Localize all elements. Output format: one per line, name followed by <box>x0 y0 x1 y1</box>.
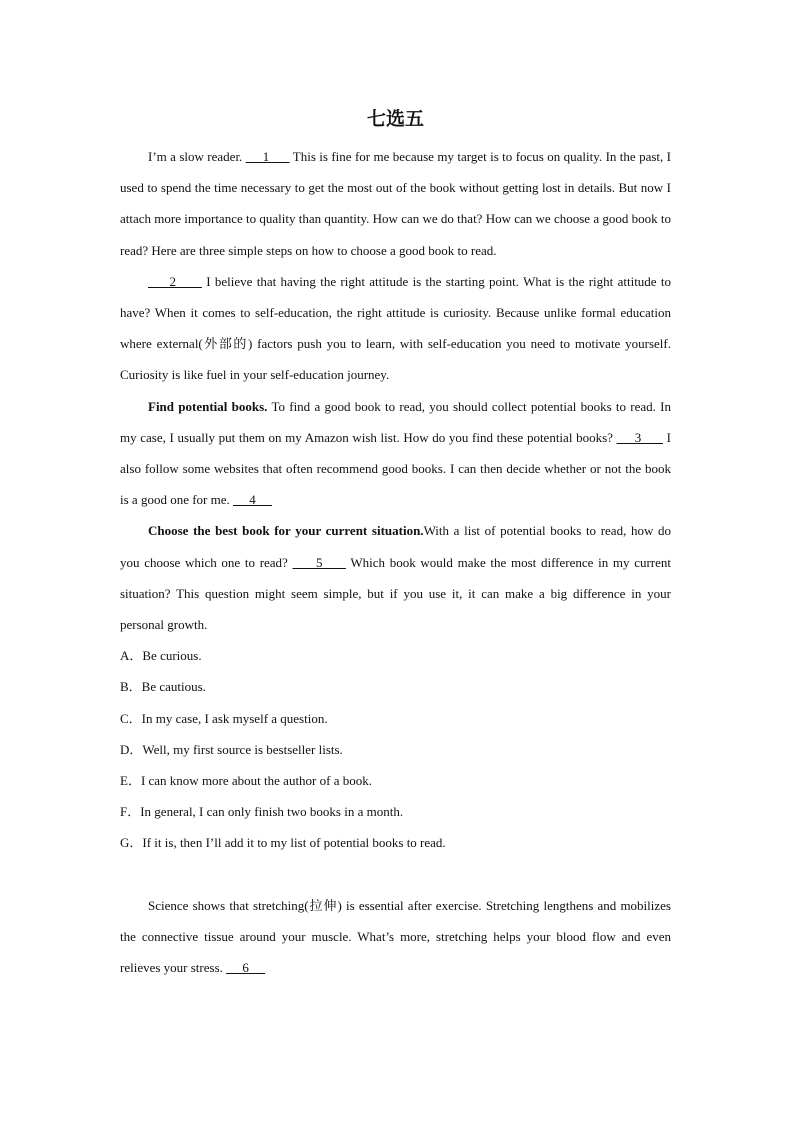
option-a: A．Be curious. <box>120 648 202 664</box>
blank-5[interactable]: 5 <box>292 554 346 570</box>
paragraph-1-text-a: I’m a slow reader. <box>148 149 246 164</box>
option-e: E．I can know more about the author of a book. <box>120 773 372 789</box>
paragraph-1 <box>120 141 671 266</box>
options-list <box>120 640 671 858</box>
option-g: G．If it is, then I’ll add it to my list of potential books to read. <box>120 835 446 851</box>
paragraph-2 <box>120 266 671 391</box>
paragraph-2-text: I believe that having the right attitude is the starting point. What is the right attitude to have? When it comes to self-education, the right attitude is curiosity. Because unlike formal education where external(外部的) factors push you to learn, with self-education you need to motivate yourself. Curiosity is like fuel in your self-education journey. <box>120 273 671 383</box>
paragraph-4-text-a: With a list of potential books to read, how do you choose which one to read? <box>120 523 671 570</box>
paragraph-3-text-b: I also follow some websites that often recommend good books. I can then decide whether or not the book is a good one for me. <box>120 429 671 508</box>
heading-find-potential-books: Find potential books. <box>148 398 268 414</box>
document-body <box>120 141 671 983</box>
blank-4[interactable]: 4 <box>233 492 273 508</box>
page-title: 七选五 <box>366 108 424 130</box>
paragraph-1-text-b: This is fine for me because my target is to focus on quality. In the past, I used to spend the time necessary to get the most out of the book without getting lost in details. But now I attach more importance to quality than quantity. How can we do that? How can we choose a good book to read? Here are three simple steps on how to choose a good book to read. <box>120 149 671 258</box>
paragraph-4 <box>120 515 671 640</box>
blank-6[interactable]: 6 <box>226 960 266 976</box>
paragraph-3 <box>120 391 671 516</box>
option-b: B．Be cautious. <box>120 679 206 695</box>
option-d: D．Well, my first source is bestseller lists. <box>120 741 343 757</box>
paragraph-4-text-b: Which book would make the most difference in my current situation? This question might seem simple, but if you use it, it can make a big difference in your personal growth. <box>120 554 672 633</box>
blank-3[interactable]: 3 <box>616 429 664 445</box>
blank-1[interactable]: 1 <box>245 149 290 164</box>
option-f: F．In general, I can only finish two books in a month. <box>120 804 404 820</box>
passage-2-paragraph-1 <box>120 890 671 984</box>
heading-choose-best-book: Choose the best book for your current situation. <box>148 523 424 539</box>
section-spacer <box>120 859 671 890</box>
paragraph-3-text-a: To find a good book to read, you should collect potential books to read. In my case, I usually put them on my Amazon wish list. How do you find these potential books? <box>120 398 671 445</box>
passage-2-text: Science shows that stretching(拉伸) is essential after exercise. Stretching lengthens and mobilizes the connective tissue around your muscle. What’s more, stretching helps your blood flow and even relieves your stress. <box>120 897 671 976</box>
blank-2[interactable]: 2 <box>148 273 202 289</box>
option-c: C．In my case, I ask myself a question. <box>120 710 328 726</box>
